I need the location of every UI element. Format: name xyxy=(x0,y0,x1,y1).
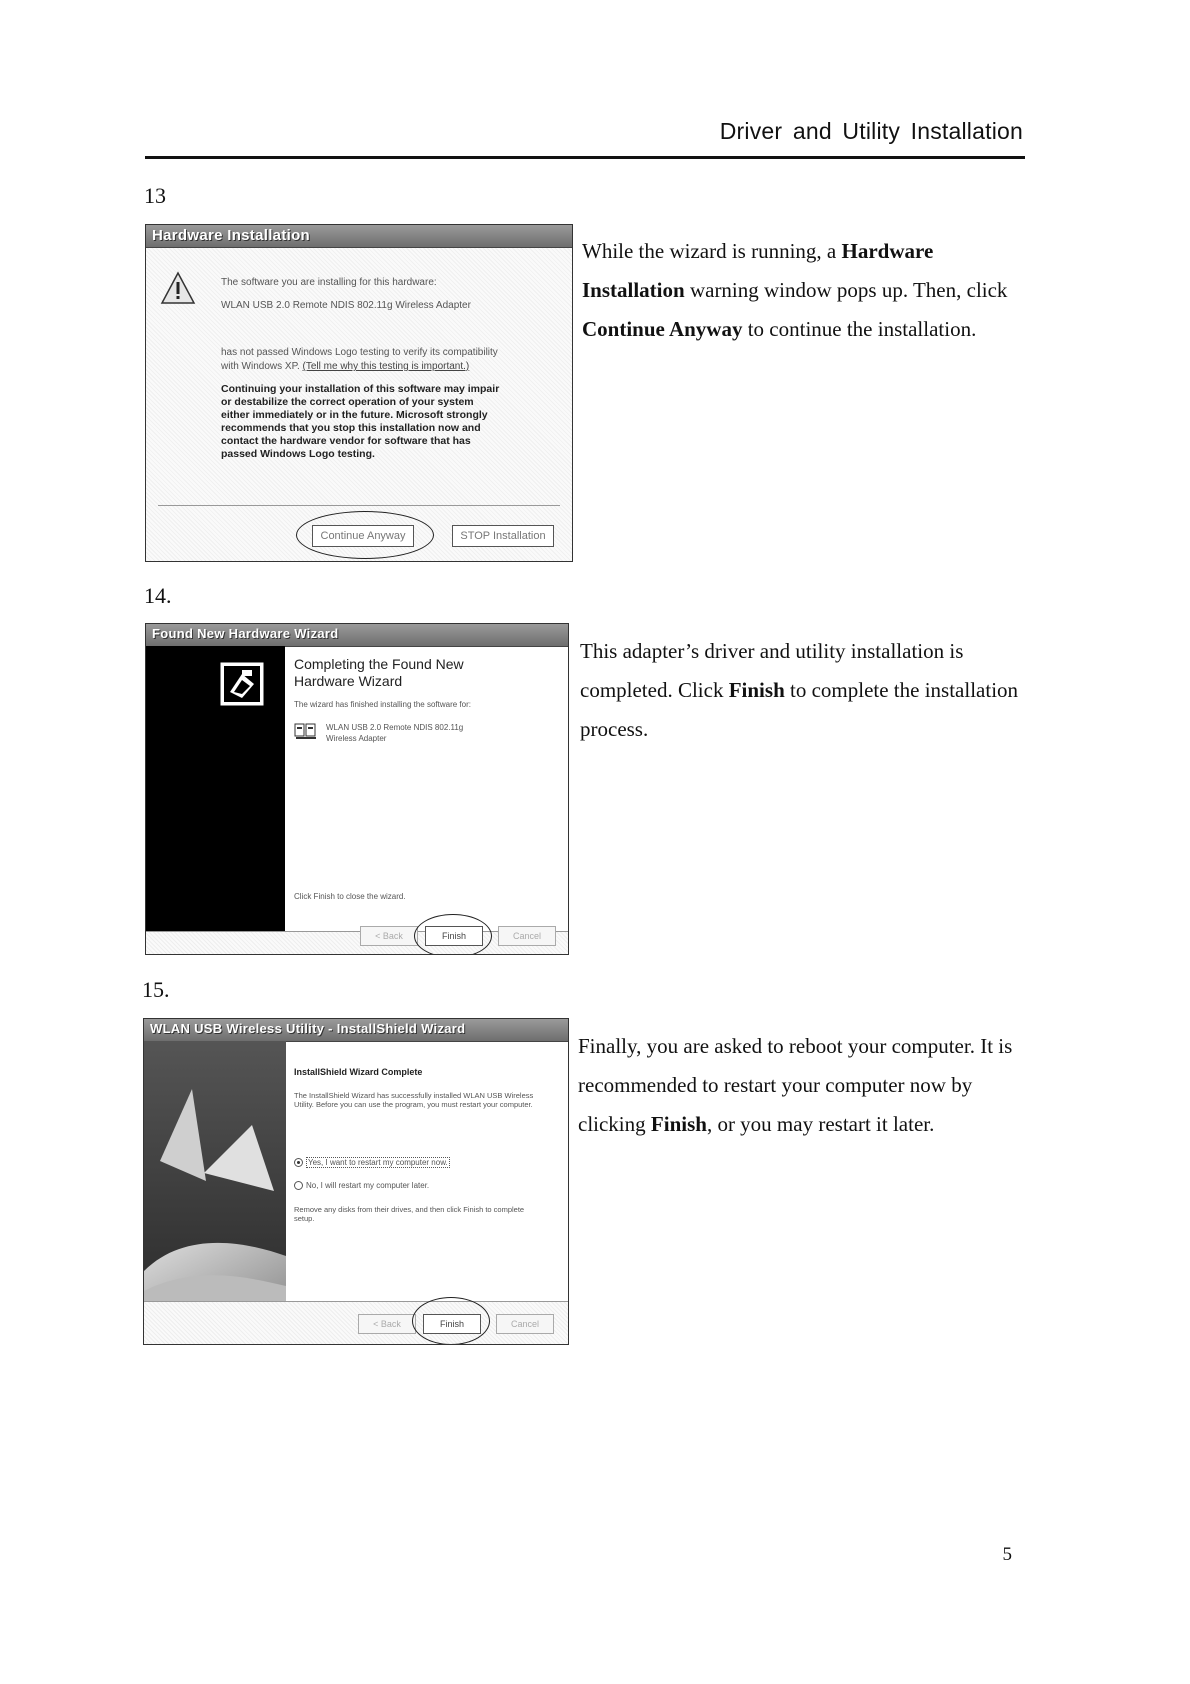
dialog-titlebar xyxy=(146,624,568,647)
highlight-circle xyxy=(414,914,492,955)
installshield-heading: InstallShield Wizard Complete xyxy=(294,1067,423,1077)
step-14-text-1: This adapter’s driver and utility installation is completed. Click xyxy=(580,639,964,702)
step-13-description xyxy=(582,232,1022,349)
restart-now-option[interactable] xyxy=(294,1157,450,1168)
wizard-sidebar xyxy=(146,646,285,931)
installshield-body: The InstallShield Wizard has successfully installed WLAN USB Wireless Utility. Before you can use the program, you must restart your computer. xyxy=(294,1091,534,1109)
wizard-device-name: WLAN USB 2.0 Remote NDIS 802.11g Wireless Adapter xyxy=(326,723,464,743)
dialog-line-software: The software you are installing for this hardware: xyxy=(221,277,437,288)
remove-disks-note: Remove any disks from their drives, and then click Finish to complete setup. xyxy=(294,1205,525,1223)
tell-me-why-link[interactable]: (Tell me why this testing is important.) xyxy=(302,361,470,372)
step-15-bold-1: Finish xyxy=(650,1112,707,1136)
header-rule xyxy=(145,156,1025,159)
dialog-warning-block xyxy=(221,383,499,461)
installshield-dialog xyxy=(143,1018,569,1345)
dialog-titlebar xyxy=(144,1019,568,1042)
wizard-heading: Completing the Found New Hardware Wizard xyxy=(294,656,464,689)
finish-button[interactable]: Finish xyxy=(425,926,483,946)
step-13-bold-2: Continue Anyway xyxy=(582,317,743,341)
page-number: 5 xyxy=(1002,1544,1012,1565)
step-14-text-2: to complete the installation process. xyxy=(580,678,1019,741)
dialog-line-not-passed: has not passed Windows Logo testing to verify its compatibility xyxy=(221,347,498,358)
radio-empty-icon xyxy=(294,1181,303,1190)
step-15-description xyxy=(578,1027,1028,1144)
warning-line: recommends that you stop this installation now and xyxy=(221,422,481,434)
dialog-line-windows-xp xyxy=(221,361,469,372)
dialog-line-windows-xp-text: with Windows XP. xyxy=(221,361,300,372)
back-button[interactable]: < Back xyxy=(358,1314,416,1334)
back-button[interactable]: < Back xyxy=(360,926,418,946)
restart-later-label: No, I will restart my computer later. xyxy=(306,1181,430,1190)
cancel-button[interactable]: Cancel xyxy=(498,926,556,946)
dialog-title: Hardware Installation xyxy=(152,227,311,244)
step-15-text-2: , or you may restart it later. xyxy=(706,1112,935,1136)
dialog-titlebar xyxy=(146,225,572,248)
hardware-installation-dialog xyxy=(145,224,573,562)
step-13-bold-1: Hardware Installation xyxy=(582,239,934,302)
warning-icon xyxy=(160,271,196,305)
dialog-title: WLAN USB Wireless Utility - InstallShield Wizard xyxy=(150,1021,466,1036)
dialog-device-name: WLAN USB 2.0 Remote NDIS 802.11g Wireless Adapter xyxy=(221,300,471,311)
finish-button[interactable]: Finish xyxy=(423,1314,481,1334)
restart-now-label: Yes, I want to restart my computer now. xyxy=(308,1158,448,1167)
wizard-line-finished: The wizard has finished installing the software for: xyxy=(294,700,471,709)
dialog-separator xyxy=(158,505,560,506)
hardware-wizard-icon xyxy=(220,662,264,706)
step-number-14: 14. xyxy=(144,583,172,608)
warning-line: passed Windows Logo testing. xyxy=(221,448,375,460)
step-13-text-2: warning window pops up. Then, click xyxy=(684,278,1008,302)
wizard-footer-text: Click Finish to close the wizard. xyxy=(294,892,406,901)
radio-selected-icon xyxy=(294,1158,303,1167)
step-14-description xyxy=(580,632,1020,749)
installshield-sidebar-art xyxy=(144,1041,286,1321)
network-device-icon xyxy=(294,722,318,740)
warning-line: or destabilize the correct operation of your system xyxy=(221,396,474,408)
found-new-hardware-dialog xyxy=(145,623,569,955)
step-number-15: 15. xyxy=(142,977,170,1002)
step-13-text-3: to continue the installation. xyxy=(742,317,977,341)
warning-line: contact the hardware vendor for software that has xyxy=(221,435,471,447)
continue-anyway-button[interactable]: Continue Anyway xyxy=(312,525,414,547)
restart-later-option[interactable] xyxy=(294,1181,429,1190)
step-number-13: 13 xyxy=(144,183,166,208)
warning-line: either immediately or in the future. Microsoft strongly xyxy=(221,409,488,421)
highlight-circle xyxy=(296,511,434,559)
step-15-text-1: Finally, you are asked to reboot your computer. It is recommended to restart your computer now by clicking xyxy=(578,1034,1013,1136)
page-header-title: Driver and Utility Installation xyxy=(719,118,1023,144)
cancel-button[interactable]: Cancel xyxy=(496,1314,554,1334)
highlight-circle xyxy=(412,1297,490,1345)
stop-installation-button[interactable]: STOP Installation xyxy=(452,525,554,547)
warning-line: Continuing your installation of this software may impair xyxy=(221,383,500,395)
step-13-text-1: While the wizard is running, a xyxy=(582,239,842,263)
step-14-bold-1: Finish xyxy=(728,678,785,702)
dialog-title: Found New Hardware Wizard xyxy=(152,626,339,641)
